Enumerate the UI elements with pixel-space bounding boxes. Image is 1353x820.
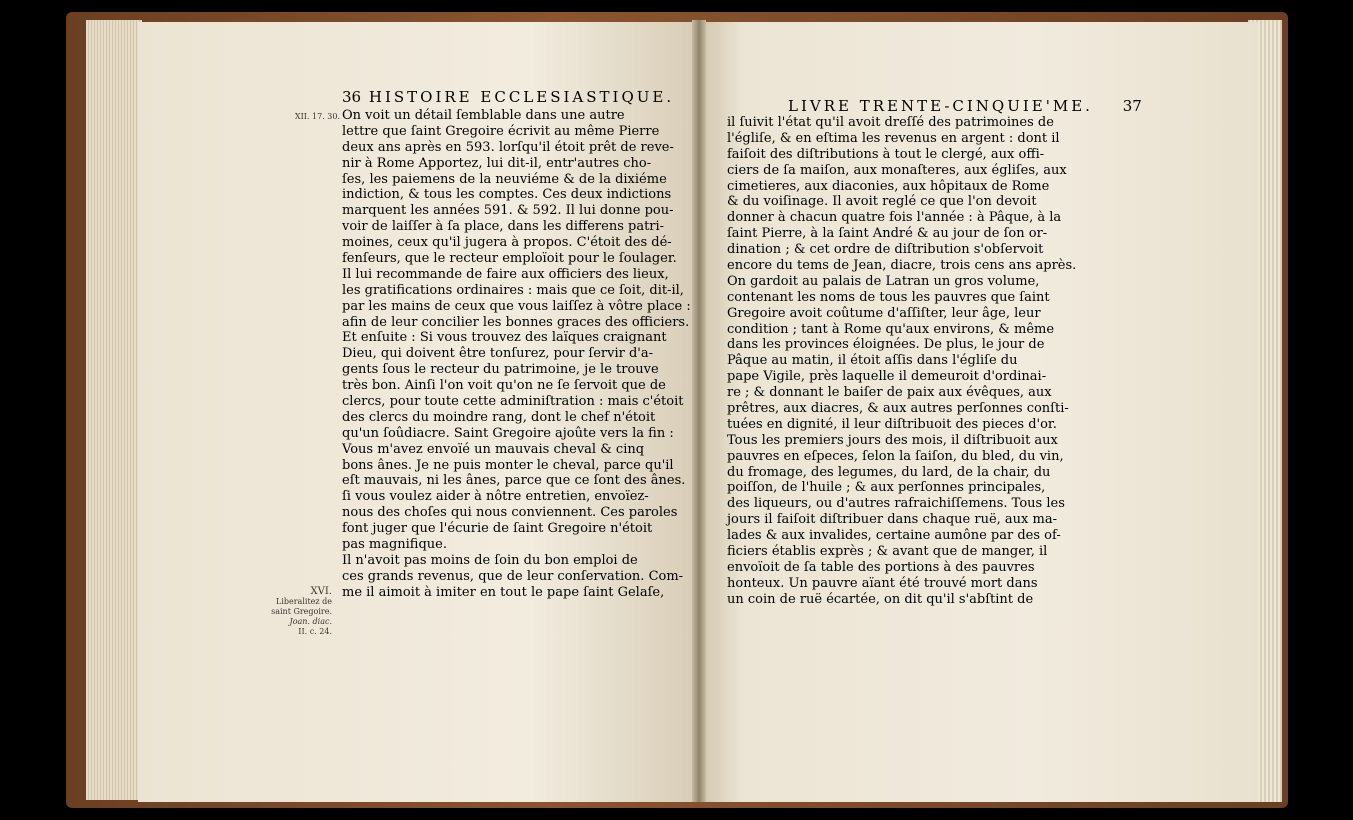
text-line: eſt mauvais, ni les ânes, parce que ce ſont des ânes.	[342, 473, 686, 489]
margin-section-line: saint Gregoire.	[271, 607, 332, 616]
text-line: l'égliſe, & en eſtima les revenus en argent : dont il	[727, 130, 1060, 146]
text-line: cimetieres, aux diaconies, aux hôpitaux de Rome	[727, 178, 1050, 194]
margin-section-line: Joan. diac.	[289, 617, 332, 626]
text-line: des liqueurs, ou d'autres rafraichiſſemens. Tous les	[727, 496, 1065, 512]
book-gutter	[692, 20, 706, 802]
text-line: pauvres en eſpeces, ſelon la ſaiſon, du bled, du vin,	[727, 448, 1064, 464]
text-line: marquent les années 591. & 592. Il lui donne pou-	[342, 203, 674, 219]
left-running-head	[342, 88, 674, 106]
text-line: encore du tems de Jean, diacre, trois cens ans après.	[727, 258, 1077, 274]
text-line: les gratifications ordinaires : mais que ce ſoit, dit-il,	[342, 282, 684, 298]
text-line: par les mains de ceux que vous laiſſez à vôtre place :	[342, 298, 691, 314]
text-line: jours il faiſoit diſtribuer dans chaque ruë, aux ma-	[727, 512, 1057, 528]
text-line: Il lui recommande de faire aux officiers des lieux,	[342, 266, 669, 282]
page-edges-left	[86, 20, 142, 800]
right-page-number: 37	[1122, 97, 1142, 115]
right-head-title: LIVRE TRENTE-CINQUIE'ME.	[788, 97, 1093, 115]
text-line: qu'un ſoûdiacre. Saint Gregoire ajoûte vers la fin :	[342, 425, 674, 441]
left-margin-note-top	[282, 112, 340, 122]
text-line: afin de leur concilier les bonnes graces des officiers.	[342, 314, 690, 330]
text-line: prêtres, aux diacres, & aux autres perſonnes conſti-	[727, 401, 1069, 417]
margin-section-line: II. c. 24.	[298, 627, 332, 636]
text-line: contenant les noms de tous les pauvres que ſaint	[727, 289, 1050, 305]
right-body-text	[727, 115, 1077, 608]
text-line: moines, ceux qu'il jugera à propos. C'étoit des dé-	[342, 235, 672, 251]
text-line: il ſuivit l'état qu'il avoit dreſſé des patrimoines de	[727, 115, 1054, 130]
text-line: honteux. Un pauvre aïant été trouvé mort dans	[727, 575, 1038, 591]
text-line: tuées en dignité, il leur diſtribuoit des pieces d'or.	[727, 416, 1057, 432]
text-line: clercs, pour toute cette adminiſtration : mais c'étoit	[342, 394, 684, 410]
text-line: Et enſuite : Si vous trouvez des laïques craignant	[342, 330, 667, 346]
text-line: condition ; tant à Rome qu'aux environs, & même	[727, 321, 1055, 337]
text-line: ſes, les paiemens de la neuviéme & de la dixiéme	[342, 171, 667, 187]
text-line: nir à Rome Apportez, lui dit-il, entr'autres cho-	[342, 155, 652, 171]
left-body-text	[342, 108, 691, 601]
text-line: On voit un détail ſemblable dans une autre	[342, 108, 625, 123]
text-line: bons ânes. Je ne puis monter le cheval, parce qu'il	[342, 457, 674, 473]
text-line: dination ; & cet ordre de diſtribution s'obſervoit	[727, 242, 1044, 258]
text-line: Gregoire avoit coûtume d'aſſiſter, leur âge, leur	[727, 305, 1041, 321]
text-line: donner à chacun quatre fois l'année : à Pâque, à la	[727, 210, 1062, 226]
text-line: Il n'avoit pas moins de ſoin du bon emploi de	[342, 552, 638, 568]
margin-reference: XII. 17. 30.	[294, 112, 340, 121]
text-line: pas magnifique.	[342, 537, 447, 553]
text-line: ces grands revenus, que de leur conſervation. Com-	[342, 568, 684, 584]
text-line: lades & aux invalides, certaine aumône par des of-	[727, 528, 1061, 544]
text-line: pape Vigile, près laquelle il demeuroit d'ordinai-	[727, 369, 1047, 385]
text-line: On gardoit au palais de Latran un gros volume,	[727, 273, 1040, 289]
text-line: poiſſon, de l'huile ; & aux perſonnes principales,	[727, 480, 1046, 496]
text-line: Dieu, qui doivent être tonſurez, pour ſervir d'a-	[342, 346, 654, 362]
text-line: deux ans après en 593. lorſqu'il étoit prêt de reve-	[342, 139, 674, 155]
margin-section-line: Liberalitez de	[276, 597, 332, 606]
left-margin-section	[262, 587, 332, 637]
text-line: du fromage, des legumes, du lard, de la chair, du	[727, 464, 1051, 480]
text-line: un coin de ruë écartée, on dit qu'il s'abſtint de	[727, 591, 1034, 607]
text-line: Tous les premiers jours des mois, il diſtribuoit aux	[727, 432, 1058, 448]
text-line: Pâque au matin, il étoit aſſis dans l'égliſe du	[727, 353, 1018, 369]
margin-section-number: XVI.	[310, 586, 332, 597]
text-line: lettre que ſaint Gregoire écrivit au même Pierre	[342, 123, 660, 139]
text-line: ſi vous voulez aider à nôtre entretien, envoïez-	[342, 489, 649, 505]
text-line: faiſoit des diſtributions à tout le clergé, aux offi-	[727, 146, 1045, 162]
text-line: font juger que l'écurie de ſaint Gregoire n'étoit	[342, 521, 653, 537]
text-line: des clercs du moindre rang, dont le chef n'étoit	[342, 409, 656, 425]
text-line: ciers de ſa maiſon, aux monaſteres, aux égliſes, aux	[727, 162, 1067, 178]
text-line: re ; & donnant le baiſer de paix aux évêques, aux	[727, 385, 1052, 401]
text-line: nous des choſes qui nous conviennent. Ces paroles	[342, 505, 678, 521]
text-line: envoïoit de ſa table des portions à des pauvres	[727, 559, 1035, 575]
left-head-title: HISTOIRE ECCLESIASTIQUE.	[368, 88, 675, 106]
text-line: Vous m'avez envoïé un mauvais cheval & cinq	[342, 441, 645, 457]
text-line: très bon. Ainſi l'on voit qu'on ne ſe ſervoit que de	[342, 378, 666, 394]
text-line: ſaint Pierre, à la ſaint André & au jour de ſon or-	[727, 226, 1048, 242]
text-line: indiction, & tous les comptes. Ces deux indictions	[342, 187, 672, 203]
text-line: dans les provinces éloignées. De plus, le jour de	[727, 337, 1045, 353]
text-line: & du voiſinage. Il avoit reglé ce que l'on devoit	[727, 194, 1037, 210]
text-line: gents ſous le recteur du patrimoine, je le trouve	[342, 362, 659, 378]
right-running-head	[788, 97, 1142, 115]
text-line: fenſeurs, que le recteur emploïoit pour le ſoulager.	[342, 251, 677, 267]
text-line: ficiers établis exprès ; & avant que de manger, il	[727, 544, 1048, 560]
text-line: me il aimoit à imiter en tout le pape ſaint Gelaſe,	[342, 584, 665, 600]
left-page-number: 36	[342, 88, 362, 106]
text-line: voir de laiſſer à ſa place, dans les differens patri-	[342, 219, 665, 235]
